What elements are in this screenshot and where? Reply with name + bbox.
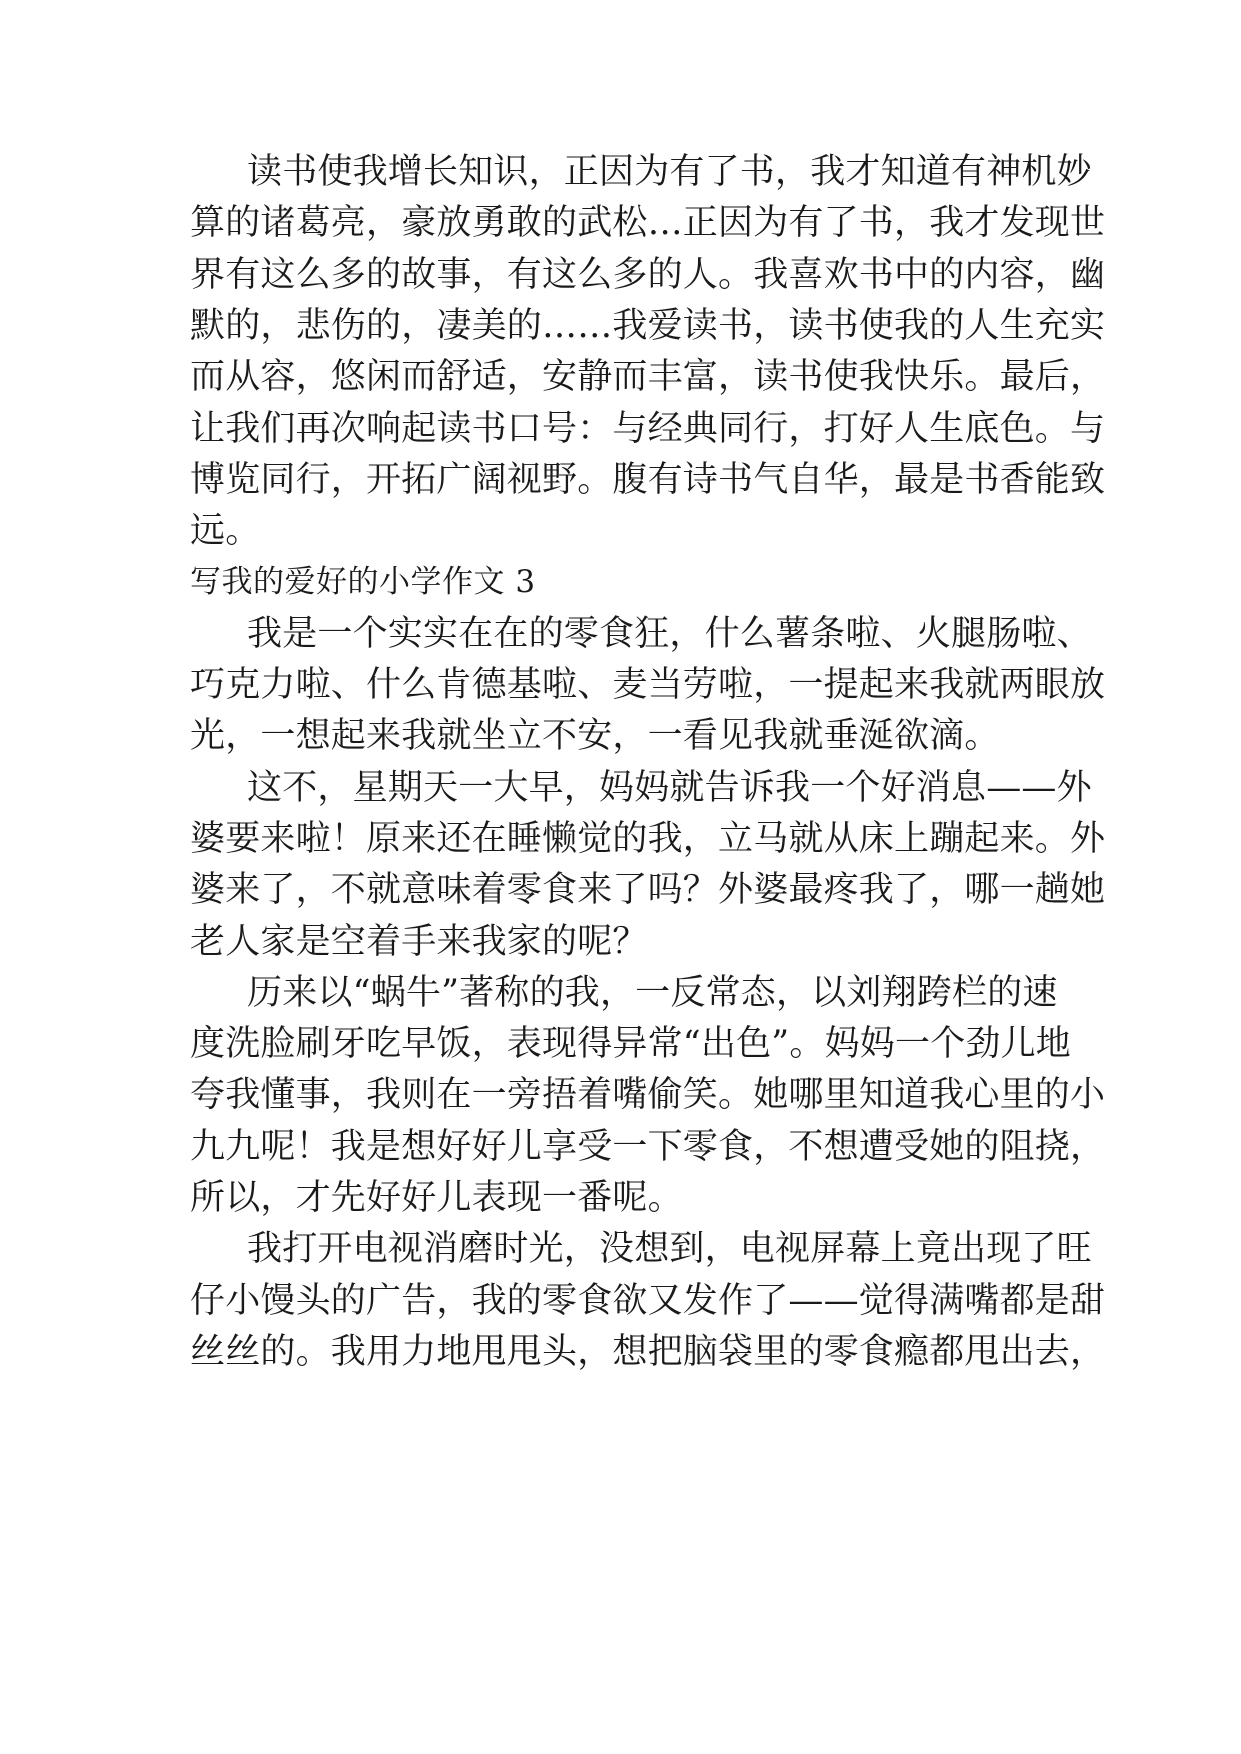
text-line: 我是一个实实在在的零食狂，什么薯条啦、火腿肠啦、 (247, 613, 1092, 654)
text-line: 丝丝的。我用力地甩甩头，想把脑袋里的零食瘾都甩出去， (190, 1331, 1106, 1372)
text-line: 默的，悲伤的，凄美的……我爱读书，读书使我的人生充实 (190, 305, 1106, 346)
text-line: 光，一想起来我就坐立不安，一看见我就垂涎欲滴。 (190, 716, 1000, 757)
text-line: 九九呢！我是想好好儿享受一下零食，不想遭受她的阻挠， (190, 1126, 1106, 1167)
text-line: 夸我懂事，我则在一旁捂着嘴偷笑。她哪里知道我心里的小 (190, 1075, 1106, 1116)
text-line: 读书使我增长知识，正因为有了书，我才知道有神机妙 (247, 152, 1092, 192)
text-line: 我打开电视消磨时光，没想到，电视屏幕上竟出现了旺 (247, 1229, 1092, 1270)
text-line: 让我们再次响起读书口号：与经典同行，打好人生底色。与 (190, 408, 1106, 449)
text-line: 婆来了，不就意味着零食来了吗？外婆最疼我了，哪一趟她 (190, 870, 1106, 911)
text-line: 老人家是空着手来我家的呢？ (190, 921, 648, 962)
text-line: 博览同行，开拓广阔视野。腹有诗书气自华，最是书香能致 (190, 459, 1106, 500)
text-line: 历来以“蜗牛”著称的我，一反常态，以刘翔跨栏的速 (247, 972, 1058, 1013)
text-line: 界有这么多的故事，有这么多的人。我喜欢书中的内容，幽 (190, 254, 1106, 295)
text-line: 度洗脸刷牙吃早饭，表现得异常“出色”。妈妈一个劲儿地 (190, 1024, 1071, 1065)
text-line: 所以，才先好好儿表现一番呢。 (190, 1178, 683, 1218)
text-line: 而从容，悠闲而舒适，安静而丰富，读书使我快乐。最后， (190, 357, 1106, 398)
text-line: 这不，星期天一大早，妈妈就告诉我一个好消息——外 (247, 767, 1092, 808)
text-line: 远。 (190, 511, 261, 552)
section-heading: 写我的爱好的小学作文 3 (190, 564, 536, 601)
text-line: 婆要来啦！原来还在睡懒觉的我，立马就从床上蹦起来。外 (190, 818, 1106, 859)
text-line: 仔小馒头的广告，我的零食欲又发作了——觉得满嘴都是甜 (190, 1280, 1106, 1321)
text-line: 算的诸葛亮，豪放勇敢的武松…正因为有了书，我才发现世 (190, 203, 1106, 244)
text-line: 巧克力啦、什么肯德基啦、麦当劳啦，一提起来我就两眼放 (190, 665, 1106, 705)
